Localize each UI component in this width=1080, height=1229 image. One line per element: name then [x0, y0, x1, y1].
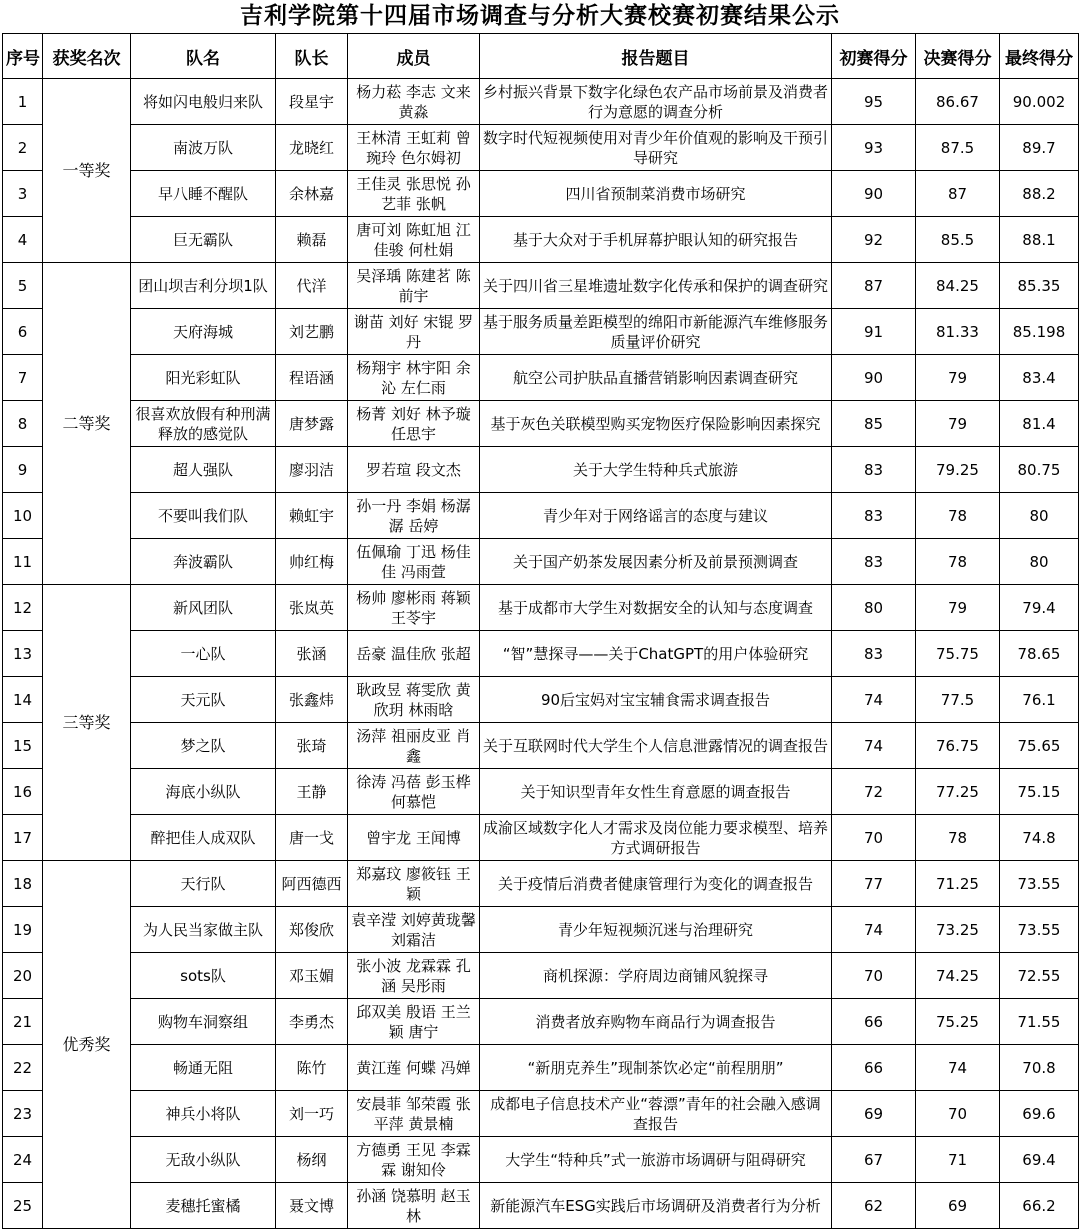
table-row [3, 723, 1079, 769]
table-row [3, 171, 1079, 217]
row-number: 24 [3, 1137, 43, 1183]
report-topic: 关于四川省三星堆遗址数字化传承和保护的调查研究 [480, 263, 832, 309]
final-score: 77.25 [916, 769, 1000, 815]
final-score: 70 [916, 1091, 1000, 1137]
team-leader: 李勇杰 [276, 999, 348, 1045]
team-leader: 陈竹 [276, 1045, 348, 1091]
final-score: 75.25 [916, 999, 1000, 1045]
total-score: 69.4 [1000, 1137, 1079, 1183]
row-number: 15 [3, 723, 43, 769]
total-score: 70.8 [1000, 1045, 1079, 1091]
team-name: 早八睡不醒队 [131, 171, 276, 217]
row-number: 25 [3, 1183, 43, 1229]
final-score: 77.5 [916, 677, 1000, 723]
prelim-score: 70 [832, 815, 916, 861]
team-members: 张小波 龙霖霖 孔涵 吴彤雨 [348, 953, 480, 999]
results-table [2, 33, 1079, 1229]
final-score: 69 [916, 1183, 1000, 1229]
total-score: 80 [1000, 493, 1079, 539]
total-score: 90.002 [1000, 79, 1079, 125]
report-topic: 青少年对于网络谣言的态度与建议 [480, 493, 832, 539]
row-number: 9 [3, 447, 43, 493]
prelim-score: 80 [832, 585, 916, 631]
team-name: 团山坝吉利分坝1队 [131, 263, 276, 309]
table-row [3, 447, 1079, 493]
team-name: 不要叫我们队 [131, 493, 276, 539]
table-row [3, 493, 1079, 539]
total-score: 71.55 [1000, 999, 1079, 1045]
team-leader: 余林嘉 [276, 171, 348, 217]
row-number: 16 [3, 769, 43, 815]
team-name: 将如闪电般归来队 [131, 79, 276, 125]
header-award: 获奖名次 [43, 34, 131, 79]
row-number: 6 [3, 309, 43, 355]
total-score: 83.4 [1000, 355, 1079, 401]
prelim-score: 83 [832, 631, 916, 677]
team-name: 很喜欢放假有种刑满释放的感觉队 [131, 401, 276, 447]
final-score: 74 [916, 1045, 1000, 1091]
team-members: 罗若瑄 段文杰 [348, 447, 480, 493]
team-leader: 王静 [276, 769, 348, 815]
team-members: 郑嘉玟 廖筱钰 王颖 [348, 861, 480, 907]
table-row [3, 585, 1079, 631]
total-score: 75.65 [1000, 723, 1079, 769]
report-topic: 乡村振兴背景下数字化绿色农产品市场前景及消费者行为意愿的调查分析 [480, 79, 832, 125]
team-members: 安晨菲 邹荣霞 张平萍 黄景楠 [348, 1091, 480, 1137]
team-leader: 代洋 [276, 263, 348, 309]
row-number: 20 [3, 953, 43, 999]
final-score: 79.25 [916, 447, 1000, 493]
report-topic: 关于国产奶茶发展因素分析及前景预测调查 [480, 539, 832, 585]
team-leader: 聂文博 [276, 1183, 348, 1229]
total-score: 74.8 [1000, 815, 1079, 861]
header-members: 成员 [348, 34, 480, 79]
final-score: 84.25 [916, 263, 1000, 309]
total-score: 88.2 [1000, 171, 1079, 217]
report-topic: 成都电子信息技术产业“蓉漂”青年的社会融入感调查报告 [480, 1091, 832, 1137]
table-row [3, 999, 1079, 1045]
row-number: 21 [3, 999, 43, 1045]
prelim-score: 83 [832, 539, 916, 585]
team-name: 天府海城 [131, 309, 276, 355]
final-score: 86.67 [916, 79, 1000, 125]
table-row [3, 769, 1079, 815]
report-topic: 消费者放弃购物车商品行为调查报告 [480, 999, 832, 1045]
row-number: 7 [3, 355, 43, 401]
total-score: 76.1 [1000, 677, 1079, 723]
row-number: 19 [3, 907, 43, 953]
team-members: 孙一丹 李娟 杨潺潺 岳婷 [348, 493, 480, 539]
total-score: 66.2 [1000, 1183, 1079, 1229]
report-topic: 基于成都市大学生对数据安全的认知与态度调查 [480, 585, 832, 631]
report-topic: 基于大众对于手机屏幕护眼认知的研究报告 [480, 217, 832, 263]
report-topic: 商机探源：学府周边商铺风貌探寻 [480, 953, 832, 999]
prelim-score: 66 [832, 999, 916, 1045]
team-leader: 张鑫炜 [276, 677, 348, 723]
table-row [3, 539, 1079, 585]
team-name: 超人强队 [131, 447, 276, 493]
total-score: 73.55 [1000, 907, 1079, 953]
table-row [3, 355, 1079, 401]
total-score: 75.15 [1000, 769, 1079, 815]
team-name: 麦穗托蜜橘 [131, 1183, 276, 1229]
table-row [3, 907, 1079, 953]
award-level: 三等奖 [43, 585, 131, 861]
prelim-score: 92 [832, 217, 916, 263]
team-leader: 张涵 [276, 631, 348, 677]
team-leader: 邓玉媚 [276, 953, 348, 999]
team-leader: 杨纲 [276, 1137, 348, 1183]
header-row [3, 34, 1079, 79]
team-members: 王佳灵 张思悦 孙艺菲 张帆 [348, 171, 480, 217]
table-row [3, 125, 1079, 171]
team-name: 阳光彩虹队 [131, 355, 276, 401]
header-prelim-score: 初赛得分 [832, 34, 916, 79]
row-number: 1 [3, 79, 43, 125]
report-topic: “智”慧探寻——关于ChatGPT的用户体验研究 [480, 631, 832, 677]
row-number: 13 [3, 631, 43, 677]
table-row [3, 815, 1079, 861]
row-number: 4 [3, 217, 43, 263]
total-score: 80.75 [1000, 447, 1079, 493]
team-members: 王林清 王虹莉 曾琬玲 色尔姆初 [348, 125, 480, 171]
table-row [3, 79, 1079, 125]
team-name: 一心队 [131, 631, 276, 677]
final-score: 78 [916, 539, 1000, 585]
team-leader: 帅红梅 [276, 539, 348, 585]
team-members: 唐可刘 陈虹旭 江佳骏 何杜娟 [348, 217, 480, 263]
team-name: 醉把佳人成双队 [131, 815, 276, 861]
report-topic: 新能源汽车ESG实践后市场调研及消费者行为分析 [480, 1183, 832, 1229]
row-number: 23 [3, 1091, 43, 1137]
report-topic: 数字时代短视频使用对青少年价值观的影响及干预引导研究 [480, 125, 832, 171]
report-topic: 关于互联网时代大学生个人信息泄露情况的调查报告 [480, 723, 832, 769]
team-name: 无敌小纵队 [131, 1137, 276, 1183]
team-leader: 龙晓红 [276, 125, 348, 171]
team-members: 谢苗 刘好 宋锟 罗丹 [348, 309, 480, 355]
total-score: 88.1 [1000, 217, 1079, 263]
team-members: 汤萍 祖丽皮亚 肖鑫 [348, 723, 480, 769]
report-topic: 90后宝妈对宝宝辅食需求调查报告 [480, 677, 832, 723]
prelim-score: 91 [832, 309, 916, 355]
team-leader: 段星宇 [276, 79, 348, 125]
row-number: 2 [3, 125, 43, 171]
team-name: 畅通无阻 [131, 1045, 276, 1091]
row-number: 5 [3, 263, 43, 309]
prelim-score: 87 [832, 263, 916, 309]
team-leader: 唐梦露 [276, 401, 348, 447]
final-score: 71.25 [916, 861, 1000, 907]
header-total-score: 最终得分 [1000, 34, 1079, 79]
row-number: 14 [3, 677, 43, 723]
team-members: 邱双美 殷语 王兰颖 唐宁 [348, 999, 480, 1045]
team-name: 海底小纵队 [131, 769, 276, 815]
team-name: 新风团队 [131, 585, 276, 631]
team-members: 岳豪 温佳欣 张超 [348, 631, 480, 677]
final-score: 87.5 [916, 125, 1000, 171]
report-topic: 关于知识型青年女性生育意愿的调查报告 [480, 769, 832, 815]
team-leader: 赖虹宇 [276, 493, 348, 539]
team-leader: 程语涵 [276, 355, 348, 401]
report-topic: 关于大学生特种兵式旅游 [480, 447, 832, 493]
total-score: 81.4 [1000, 401, 1079, 447]
final-score: 79 [916, 355, 1000, 401]
row-number: 18 [3, 861, 43, 907]
row-number: 17 [3, 815, 43, 861]
final-score: 81.33 [916, 309, 1000, 355]
prelim-score: 72 [832, 769, 916, 815]
award-level: 一等奖 [43, 79, 131, 263]
team-leader: 赖磊 [276, 217, 348, 263]
final-score: 79 [916, 401, 1000, 447]
prelim-score: 62 [832, 1183, 916, 1229]
results-body [3, 79, 1079, 1229]
team-leader: 廖羽洁 [276, 447, 348, 493]
table-row [3, 263, 1079, 309]
award-level: 优秀奖 [43, 861, 131, 1229]
total-score: 79.4 [1000, 585, 1079, 631]
report-topic: 基于灰色关联模型购买宠物医疗保险影响因素探究 [480, 401, 832, 447]
table-row [3, 217, 1079, 263]
row-number: 3 [3, 171, 43, 217]
prelim-score: 85 [832, 401, 916, 447]
prelim-score: 66 [832, 1045, 916, 1091]
page-title: 吉利学院第十四届市场调查与分析大赛校赛初赛结果公示 [240, 3, 840, 29]
header-final-score: 决赛得分 [916, 34, 1000, 79]
table-row [3, 309, 1079, 355]
prelim-score: 90 [832, 171, 916, 217]
final-score: 76.75 [916, 723, 1000, 769]
report-topic: 航空公司护肤品直播营销影响因素调查研究 [480, 355, 832, 401]
report-topic: 关于疫情后消费者健康管理行为变化的调查报告 [480, 861, 832, 907]
team-name: 梦之队 [131, 723, 276, 769]
report-topic: 四川省预制菜消费市场研究 [480, 171, 832, 217]
team-name: 天元队 [131, 677, 276, 723]
final-score: 79 [916, 585, 1000, 631]
table-row [3, 1091, 1079, 1137]
team-members: 伍佩瑜 丁迅 杨佳佳 冯雨萱 [348, 539, 480, 585]
total-score: 85.198 [1000, 309, 1079, 355]
team-leader: 唐一戈 [276, 815, 348, 861]
row-number: 10 [3, 493, 43, 539]
team-members: 杨菁 刘好 林予璇 任思宇 [348, 401, 480, 447]
team-leader: 刘一巧 [276, 1091, 348, 1137]
total-score: 89.7 [1000, 125, 1079, 171]
team-name: 奔波霸队 [131, 539, 276, 585]
row-number: 12 [3, 585, 43, 631]
team-leader: 张岚英 [276, 585, 348, 631]
team-name: 天行队 [131, 861, 276, 907]
final-score: 87 [916, 171, 1000, 217]
total-score: 72.55 [1000, 953, 1079, 999]
team-members: 吴泽瑀 陈建茗 陈前宇 [348, 263, 480, 309]
row-number: 22 [3, 1045, 43, 1091]
total-score: 78.65 [1000, 631, 1079, 677]
table-row [3, 1183, 1079, 1229]
table-row [3, 401, 1079, 447]
report-topic: 大学生“特种兵”式一旅游市场调研与阻碍研究 [480, 1137, 832, 1183]
prelim-score: 83 [832, 447, 916, 493]
team-name: 南波万队 [131, 125, 276, 171]
report-topic: 青少年短视频沉迷与治理研究 [480, 907, 832, 953]
team-members: 杨翔宇 林宇阳 余沁 左仁雨 [348, 355, 480, 401]
prelim-score: 90 [832, 355, 916, 401]
team-leader: 郑俊欣 [276, 907, 348, 953]
table-row [3, 861, 1079, 907]
team-leader: 张琦 [276, 723, 348, 769]
prelim-score: 74 [832, 677, 916, 723]
final-score: 73.25 [916, 907, 1000, 953]
prelim-score: 95 [832, 79, 916, 125]
team-name: 为人民当家做主队 [131, 907, 276, 953]
row-number: 11 [3, 539, 43, 585]
table-row [3, 953, 1079, 999]
team-members: 袁辛滢 刘婷黄珑馨 刘霜洁 [348, 907, 480, 953]
team-name: sots队 [131, 953, 276, 999]
total-score: 85.35 [1000, 263, 1079, 309]
row-number: 8 [3, 401, 43, 447]
header-topic: 报告题目 [480, 34, 832, 79]
total-score: 80 [1000, 539, 1079, 585]
final-score: 85.5 [916, 217, 1000, 263]
team-members: 孙涵 饶慕明 赵玉林 [348, 1183, 480, 1229]
award-level: 二等奖 [43, 263, 131, 585]
header-no: 序号 [3, 34, 43, 79]
table-row [3, 677, 1079, 723]
total-score: 69.6 [1000, 1091, 1079, 1137]
team-name: 神兵小将队 [131, 1091, 276, 1137]
final-score: 75.75 [916, 631, 1000, 677]
prelim-score: 77 [832, 861, 916, 907]
team-members: 曾宇龙 王闻博 [348, 815, 480, 861]
prelim-score: 74 [832, 907, 916, 953]
prelim-score: 69 [832, 1091, 916, 1137]
team-members: 耿政昱 蒋雯欣 黄欣玥 林雨晗 [348, 677, 480, 723]
team-members: 方德勇 王见 李霖霖 谢知伶 [348, 1137, 480, 1183]
header-leader: 队长 [276, 34, 348, 79]
table-row [3, 1137, 1079, 1183]
header-team: 队名 [131, 34, 276, 79]
team-members: 徐涛 冯蓓 彭玉桦 何慕恺 [348, 769, 480, 815]
report-topic: 成渝区域数字化人才需求及岗位能力要求模型、培养方式调研报告 [480, 815, 832, 861]
team-name: 购物车洞察组 [131, 999, 276, 1045]
prelim-score: 70 [832, 953, 916, 999]
team-leader: 阿西德西 [276, 861, 348, 907]
prelim-score: 74 [832, 723, 916, 769]
total-score: 73.55 [1000, 861, 1079, 907]
report-topic: 基于服务质量差距模型的绵阳市新能源汽车维修服务质量评价研究 [480, 309, 832, 355]
final-score: 78 [916, 815, 1000, 861]
team-members: 黄江莲 何蝶 冯婵 [348, 1045, 480, 1091]
table-row [3, 1045, 1079, 1091]
team-leader: 刘艺鹏 [276, 309, 348, 355]
table-row [3, 631, 1079, 677]
final-score: 74.25 [916, 953, 1000, 999]
report-topic: “新朋克养生”现制茶饮必定“前程朋朋” [480, 1045, 832, 1091]
team-members: 杨力菘 李志 文来 黄淼 [348, 79, 480, 125]
prelim-score: 93 [832, 125, 916, 171]
team-members: 杨帅 廖彬雨 蒋颖 王苓宇 [348, 585, 480, 631]
team-name: 巨无霸队 [131, 217, 276, 263]
prelim-score: 83 [832, 493, 916, 539]
final-score: 78 [916, 493, 1000, 539]
prelim-score: 67 [832, 1137, 916, 1183]
final-score: 71 [916, 1137, 1000, 1183]
